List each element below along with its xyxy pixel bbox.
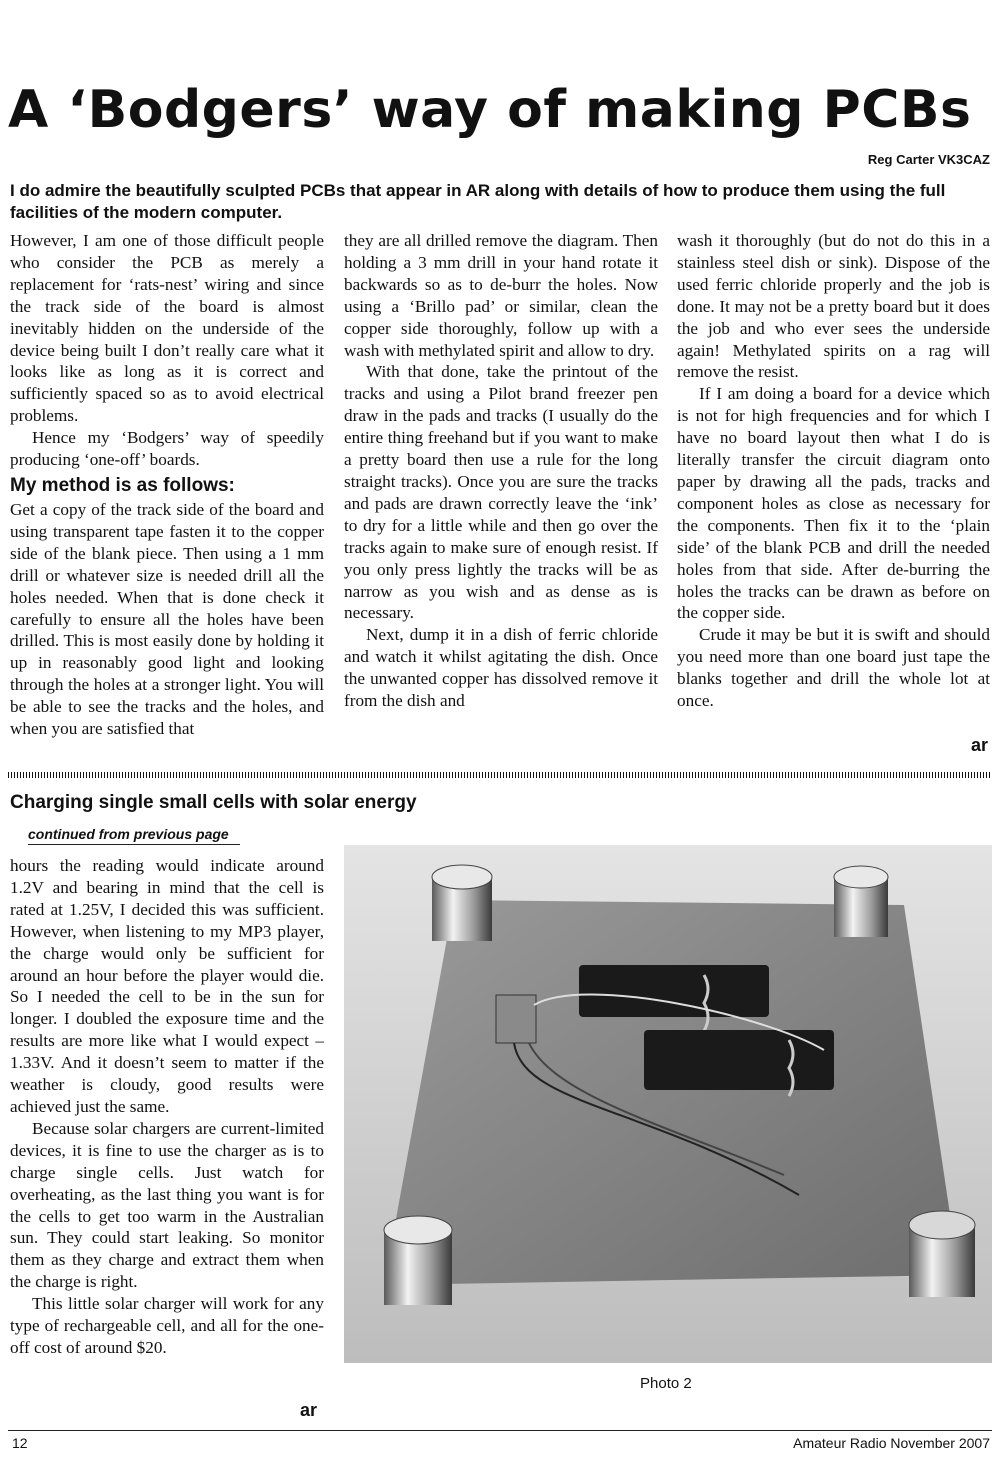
paragraph: wash it thoroughly (but do not do this in a stainless steel dish or sink). Dispose of the used ferric chloride properly and the job is done. It may not be a pretty board but it does the job and who ever sees the underside again! Methylated spirits on a rag will remove the resist. bbox=[677, 231, 990, 382]
standoff bbox=[909, 1211, 975, 1297]
paragraph: Because solar chargers are current-limited devices, it is fine to use the charger as is to charge single cells. Just watch for overheating, as the last thing you want is for the cells to get too warm in the Australian sun. They could start leaking. So monitor them as they charge and extract them when the charge is right. bbox=[10, 1118, 324, 1292]
article-title: A ‘Bodgers’ way of making PCBs bbox=[8, 80, 972, 140]
standoff bbox=[834, 866, 888, 937]
column-1 bbox=[10, 230, 324, 740]
lead-paragraph: I do admire the beautifully sculpted PCBs that appear in AR along with details of how to produce them using the full facilities of the modern computer. bbox=[10, 181, 946, 222]
section-divider bbox=[8, 772, 992, 778]
end-mark: ar bbox=[300, 1400, 318, 1420]
diode-component bbox=[496, 995, 536, 1043]
paragraph: Get a copy of the track side of the board and using transparent tape fasten it to the copper side of the blank piece. Then using a 1 mm drill or whatever size is needed drill all the holes needed. When that is done check it carefully to ensure all the holes have been drilled. This is most easily done by holding it up in reasonably good light and looking through the holes at a stronger light. You will be able to see the tracks and the holes, and when you are satisfied that bbox=[10, 499, 324, 739]
photo-caption: Photo 2 bbox=[640, 1375, 692, 1392]
paragraph: With that done, take the printout of the tracks and using a Pilot brand freezer pen draw in the pads and tracks (I usually do the entire thing freehand but if you want to make a pretty board then use a rule for the long straight tracks). Once you are sure the tracks and pads are drawn correctly leave the ‘ink’ to dry for a little while and then go over the tracks again to make sure of enough resist. If you only press lightly the tracks will be as narrow as you wish and as dense as is necessary. bbox=[344, 362, 658, 623]
paragraph: Hence my ‘Bodgers’ way of speedily producing ‘one-off’ boards. bbox=[10, 428, 324, 470]
paragraph: However, I am one of those difficult people who consider the PCB as merely a replacement for ‘rats-nest’ wiring and since the track side of the board is almost inevitably hidden on the underside of the device being built I don’t really care what it looks like as long as it is correct and sufficiently spaced so as to avoid electrical problems. bbox=[10, 231, 324, 426]
paragraph: If I am doing a board for a device which is not for high frequencies and for which I have no board layout then what I do is literally transfer the circuit diagram onto paper by drawing all the pads, tracks and component holes as close as necessary for the components. Then fix it to the ‘plain side’ of the blank PCB and drill the needed holes from that side. After de-burring the holes the tracks can be drawn as before on the copper side. bbox=[677, 384, 990, 623]
section-subheading: My method is as follows: bbox=[10, 474, 235, 496]
paragraph: they are all drilled remove the diagram. Then holding a 3 mm drill in your hand rotate it backwards so as to de-burr the holes. Now using a ‘Brillo pad’ or similar, clean the copper side thoroughly, follow up with a wash with methylated spirit and allow to dry. bbox=[344, 231, 658, 360]
standoff bbox=[384, 1216, 452, 1305]
standoff bbox=[432, 865, 492, 941]
photo-illustration bbox=[344, 845, 992, 1363]
page-number: 12 bbox=[12, 1435, 28, 1451]
section2-column bbox=[10, 855, 324, 1359]
paragraph: Next, dump it in a dish of ferric chloride and watch it whilst agitating the dish. Once the unwanted copper has dissolved remove it from the dish and bbox=[344, 625, 658, 711]
end-mark: ar bbox=[970, 735, 988, 755]
paragraph: This little solar charger will work for any type of rechargeable cell, and all for the one-off cost of around $20. bbox=[10, 1294, 324, 1357]
continued-note: continued from previous page bbox=[28, 826, 240, 845]
paragraph: Crude it may be but it is swift and should you need more than one board just tape the blanks together and drill the whole lot at once. bbox=[677, 625, 990, 711]
section-title: Charging single small cells with solar energy bbox=[10, 792, 417, 813]
byline: Reg Carter VK3CAZ bbox=[867, 152, 990, 167]
column-2 bbox=[344, 230, 658, 712]
photo-solar-charger-board bbox=[344, 845, 992, 1363]
footer-rule bbox=[8, 1430, 992, 1431]
pcb-board bbox=[384, 900, 959, 1285]
magazine-issue: Amateur Radio November 2007 bbox=[793, 1435, 990, 1451]
column-3 bbox=[677, 230, 990, 712]
paragraph: hours the reading would indicate around 1.2V and bearing in mind that the cell is rated at 1.25V, I decided this was sufficient. However, when listening to my MP3 player, the charge would only be sufficient for around an hour before the player would die. So I needed the cell to be in the sun for longer. I doubled the exposure time and the results are more like what I would expect – 1.33V. And it doesn’t seem to matter if the weather is cloudy, good results were achieved just the same. bbox=[10, 856, 324, 1116]
